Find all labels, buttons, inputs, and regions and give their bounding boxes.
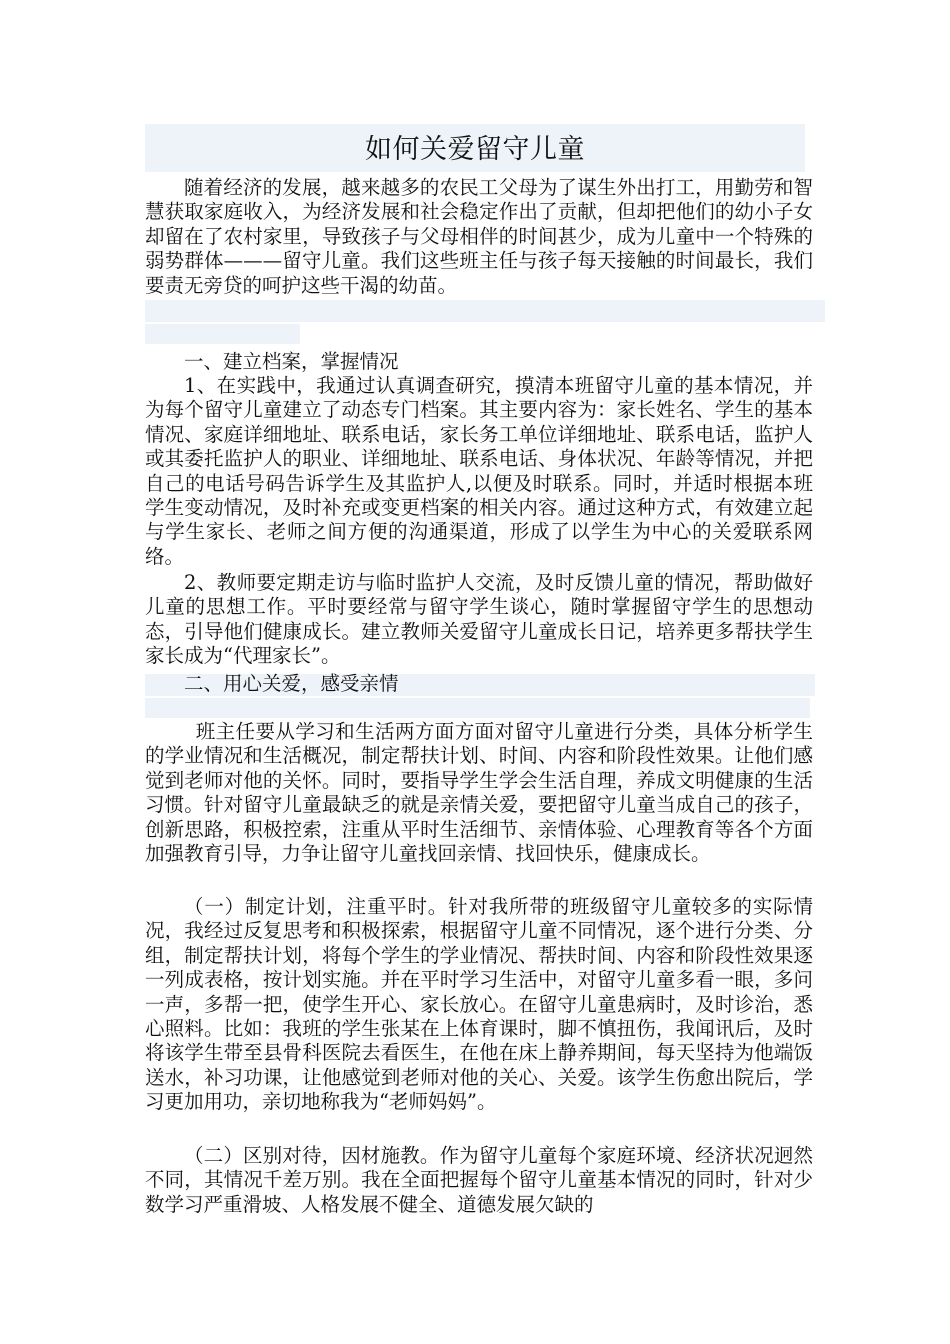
highlight-band <box>145 698 810 718</box>
section2-paragraph-1: 班主任要从学习和生活两方面方面对留守儿童进行分类，具体分析学生的学业情况和生活概况，制定帮扶计划、时间、内容和阶段性效果。让他们感觉到老师对他的关怀。同时，要指导学生学会生活自理，养成文明健康的生活习惯。针对留守儿童最缺乏的就是亲情关爱，要把留守儿童当成自己的孩子，创新思路，积极控索，注重从平时生活细节、亲情体验、心理教育等各个方面加强教育引导，力争让留守儿童找回亲情、找回快乐，健康成长。 <box>145 720 813 866</box>
highlight-band <box>145 324 300 344</box>
section-heading-2: 二、用心关爱，感受亲情 <box>184 672 399 695</box>
highlight-band <box>145 300 825 322</box>
section2-paragraph-2: （一）制定计划，注重平时。针对我所带的班级留守儿童较多的实际情况，我经过反复思考和积极探索，根据留守儿童不同情况，逐个进行分类、分组，制定帮扶计划，将每个学生的学业情况、帮扶时间、内容和阶段性效果逐一列成表格，按计划实施。并在平时学习生活中，对留守儿童多看一眼，多问一声，多帮一把，使学生开心、家长放心。在留守儿童患病时，及时诊治，悉心照料。比如：我班的学生张某在上体育课时，脚不慎扭伤，我闻讯后，及时将该学生带至县骨科医院去看医生，在他在床上静养期间，每天坚持为他端饭送水，补习功课，让他感觉到老师对他的关心、关爱。该学生伤愈出院后，学习更加用功，亲切地称我为“老师妈妈”。 <box>145 895 813 1114</box>
section1-paragraph-2: 2、教师要定期走访与临时监护人交流，及时反馈儿童的情况，帮助做好儿童的思想工作。平时要经常与留守学生谈心，随时掌握留守学生的思想动态，引导他们健康成长。建立教师关爱留守儿童成长日记，培养更多帮扶学生家长成为“代理家长”。 <box>145 571 813 668</box>
section2-paragraph-3: （二）区别对待，因材施教。作为留守儿童每个家庭环境、经济状况迥然不同，其情况千差万别。我在全面把握每个留守儿童基本情况的同时，针对少数学习严重滑坡、人格发展不健全、道德发展欠缺的 <box>145 1144 813 1216</box>
section1-paragraph-1: 1、在实践中，我通过认真调查研究，摸清本班留守儿童的基本情况，并为每个留守儿童建立了动态专门档案。其主要内容为：家长姓名、学生的基本情况、家庭详细地址、联系电话，家长务工单位详细地址、联系电话，监护人或其委托监护人的职业、详细地址、联系电话、身体状况、年龄等情况，并把自己的电话号码告诉学生及其监护人,以便及时联系。同时，并适时根据本班学生变动情况，及时补充或变更档案的相关内容。通过这种方式，有效建立起与学生家长、老师之间方便的沟通渠道，形成了以学生为中心的关爱联系网络。 <box>145 374 813 568</box>
intro-paragraph: 随着经济的发展，越来越多的农民工父母为了谋生外出打工，用勤劳和智慧获取家庭收入，为经济发展和社会稳定作出了贡献，但却把他们的幼小子女却留在了农村家里，导致孩子与父母相伴的时间甚少，成为儿童中一个特殊的弱势群体———留守儿童。我们这些班主任与孩子每天接触的时间最长，我们要责无旁贷的呵护这些干渴的幼苗。 <box>145 176 813 297</box>
document-title: 如何关爱留守儿童 <box>365 134 585 165</box>
section-heading-1: 一、建立档案，掌握情况 <box>184 350 399 373</box>
